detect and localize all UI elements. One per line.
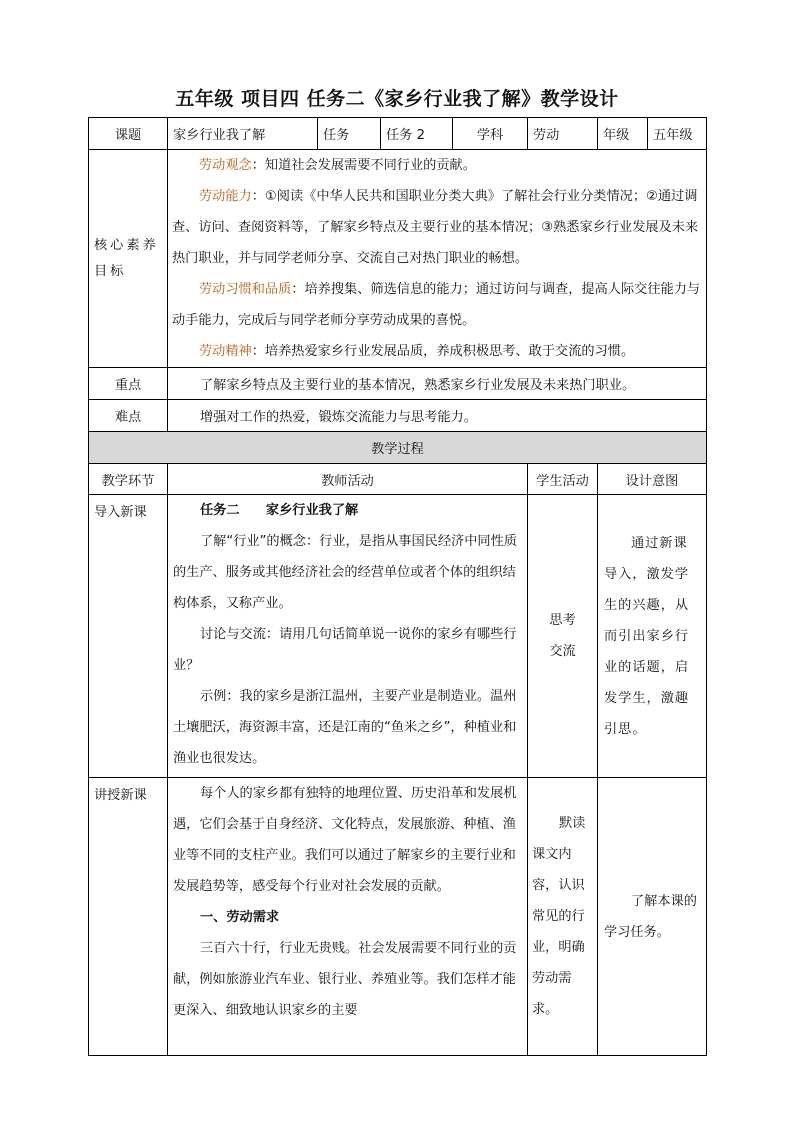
- intro-row: [89, 495, 707, 778]
- task-label: 任务: [318, 118, 381, 150]
- lesson-plan-table: [88, 117, 707, 1056]
- key-point-text: 了解家乡特点及主要行业的基本情况，熟悉家乡行业发展及未来热门职业。: [168, 368, 707, 400]
- core-literacy-content: [168, 150, 707, 368]
- subject-label: 学科: [453, 118, 528, 150]
- key-point-row: [89, 368, 707, 400]
- grade-label: 年级: [598, 118, 648, 150]
- column-student: 学生活动: [528, 464, 598, 495]
- intro-task-heading: 任务二 家乡行业我了解: [200, 503, 359, 518]
- intro-intent-text: 通过新课导入，激发学生的兴趣，从而引出家乡行业的话题，启发学生，激趣引思。: [604, 535, 690, 737]
- intro-paragraph-2: 讨论与交流：请用几句话简单说一说你的家乡有哪些行业？: [173, 627, 517, 673]
- document-title: 五年级 项目四 任务二《家乡行业我了解》教学设计: [175, 88, 619, 110]
- lecture-intent: [598, 778, 707, 1056]
- column-intent: 设计意图: [598, 464, 707, 495]
- difficult-point-label: 难点: [89, 400, 168, 432]
- goal-spirit-heading: 劳动精神: [199, 344, 252, 359]
- goal-concept-text: ：知道社会发展需要不同行业的贡献。: [251, 158, 476, 173]
- goal-ability-text: ：①阅读《中华人民共和国职业分类大典》了解社会行业分类情况；②通过调查、访问、查阅资料等，了解家乡特点及主要行业的基本情况；③熟悉家乡行业发展及未来热门职业，并与同学老师分享、交流自己对热门职业的畅想。: [172, 189, 699, 266]
- difficult-point-row: [89, 400, 707, 432]
- intro-student-line-2: 交流: [549, 644, 576, 659]
- goal-ability-heading: 劳动能力: [199, 189, 252, 204]
- column-stage: 教学环节: [89, 464, 168, 495]
- course-label: 课题: [89, 118, 168, 150]
- subject-value: 劳动: [528, 118, 598, 150]
- goal-spirit-text: ：培养热爱家乡行业发展品质，养成积极思考、敢于交流的习惯。: [251, 344, 635, 359]
- lecture-section-heading: 一、劳动需求: [200, 910, 280, 925]
- column-teacher: 教师活动: [168, 464, 528, 495]
- intro-student: [528, 495, 598, 778]
- lecture-stage: 讲授新课: [89, 778, 168, 1056]
- process-header-row: [89, 432, 707, 464]
- goal-habit-text: ：培养搜集、筛选信息的能力；通过访问与调查，提高人际交往能力与动手能力，完成后与同学老师分享劳动成果的喜悦。: [172, 282, 701, 328]
- intro-stage: 导入新课: [89, 495, 168, 778]
- lecture-row: [89, 778, 707, 1056]
- intro-student-line-1: 思考: [549, 613, 576, 628]
- core-literacy-row: [89, 150, 707, 368]
- goal-habit-heading: 劳动习惯和品质: [199, 282, 292, 297]
- goal-spirit: [172, 336, 702, 367]
- task-value: 任务 2: [381, 118, 453, 150]
- goal-concept: [172, 150, 702, 181]
- intro-teacher: [168, 495, 528, 778]
- lecture-paragraph-1: 每个人的家乡都有独特的地理位置、历史沿革和发展机遇，它们会基于自身经济、文化特点，发展旅游、种植、渔业等不同的支柱产业。我们可以通过了解家乡的主要行业和发展趋势等，感受每个行业对社会发展的贡献。: [173, 786, 517, 894]
- difficult-point-text: 增强对工作的热爱，锻炼交流能力与思考能力。: [168, 400, 707, 432]
- lecture-student-text: 默读课文内容，认识常见的行业，明确劳动需求。: [532, 816, 586, 1017]
- intro-intent: [598, 495, 707, 778]
- lecture-student: [528, 778, 598, 1056]
- process-header: 教学过程: [89, 432, 707, 464]
- grade-value: 五年级: [648, 118, 707, 150]
- lecture-teacher: [168, 778, 528, 1056]
- lecture-intent-text: 了解本课的学习任务。: [604, 893, 697, 940]
- info-row: [89, 118, 707, 150]
- core-literacy-label: 核心素养目标: [89, 150, 168, 368]
- intro-paragraph-1: 了解“行业”的概念：行业，是指从事国民经济中同性质的生产、服务或其他经济社会的经营单位或者个体的组织结构体系，又称产业。: [173, 534, 517, 611]
- key-point-label: 重点: [89, 368, 168, 400]
- goal-habit: [172, 274, 702, 336]
- column-header-row: [89, 464, 707, 495]
- lecture-paragraph-2: 三百六十行，行业无贵贱。社会发展需要不同行业的贡献，例如旅游业汽车业、银行业、养殖业等。我们怎样才能更深入、细致地认识家乡的主要: [173, 941, 517, 1018]
- intro-paragraph-3: 示例：我的家乡是浙江温州，主要产业是制造业。温州土壤肥沃，海资源丰富，还是江南的“鱼米之乡”，种植业和渔业也很发达。: [173, 689, 517, 766]
- course-value: 家乡行业我了解: [168, 118, 318, 150]
- goal-concept-heading: 劳动观念: [199, 158, 252, 173]
- goal-ability: [172, 181, 702, 274]
